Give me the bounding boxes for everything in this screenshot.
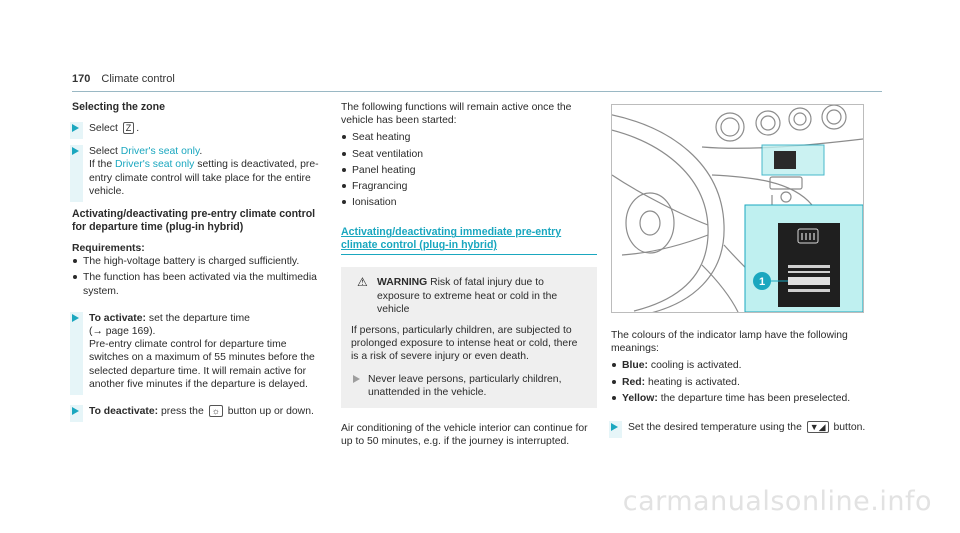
dashboard-illustration (612, 105, 863, 312)
list-item: Blue: cooling is activated. (611, 359, 871, 372)
temperature-button-icon: ▼◢ (807, 421, 829, 433)
list-item: Panel heating (341, 164, 597, 177)
step-set-temperature: Set the desired temperature using the ▼◢ button. (611, 421, 871, 434)
list-item: Ionisation (341, 196, 597, 209)
drivers-seat-option: Driver's seat only (120, 146, 200, 158)
list-item: Yellow: the departure time has been preselected. (611, 392, 871, 405)
dashboard-figure (611, 104, 864, 313)
zone-symbol-icon: Z (123, 122, 135, 134)
immediate-heading: Activating/deactivating immediate pre-entry climate control (plug-in hybrid) (341, 226, 562, 252)
warning-label: WARNING (377, 277, 428, 289)
warning-box (341, 267, 597, 408)
list-item: Seat heating (341, 131, 597, 144)
step-arrow-icon (353, 375, 360, 383)
page-header (72, 73, 175, 86)
step-deactivate: To deactivate: press the ☼ button up or down. (72, 405, 324, 418)
warning-triangle-icon: ⚠ (357, 275, 368, 290)
warning-action: Never leave persons, particularly children, unattended in the vehicle. (351, 373, 587, 399)
step-arrow-icon (72, 314, 79, 322)
column-left (72, 101, 324, 428)
callout-number: 1 (758, 276, 766, 288)
list-item: The high-voltage battery is charged sufficiently. (72, 255, 324, 268)
warning-summary: Risk of fatal injury due to exposure to extreme heat or cold in the vehicle (377, 277, 558, 315)
watermark: carmanualsonline.info (622, 486, 932, 517)
zone-heading: Selecting the zone (72, 101, 166, 113)
functions-list (341, 131, 597, 209)
column-right (611, 101, 871, 444)
colours-intro: The colours of the indicator lamp have the following meanings: (611, 330, 848, 355)
step-select-zone-icon: Select Z . (72, 122, 324, 135)
header-rule (72, 91, 882, 92)
section-title: Climate control (101, 73, 175, 85)
climate-button-icon: ☼ (209, 405, 223, 417)
step-arrow-icon (72, 147, 79, 155)
pre-entry-heading: Activating/deactivating pre-entry climate control for departure time (plug-in hybrid) (72, 208, 316, 234)
step-arrow-icon (611, 423, 618, 431)
list-item: Seat ventilation (341, 148, 597, 161)
requirements-label: Requirements: (72, 243, 145, 255)
page-number: 170 (72, 73, 91, 85)
colours-list (611, 359, 871, 405)
column-middle (341, 101, 597, 448)
aircon-text: Air conditioning of the vehicle interior can continue for up to 50 minutes, e.g. if the journey is interrupted. (341, 423, 588, 448)
list-item: Red: heating is activated. (611, 376, 871, 389)
step-activate: To activate: set the departure time (→ page 169). Pre-entry climate control for departure time switches on a maximum of 55 minutes before the selected departure time. It will remain active for another five minutes if the departure is delayed. (72, 312, 324, 391)
warning-body: If persons, particularly children, are subjected to prolonged exposure to intense heat or cold, there is a risk of severe injury or even death. (351, 325, 578, 363)
step-select-drivers-seat: Select Driver's seat only. If the Driver's seat only setting is deactivated, pre-entry climate control will take place for the entire vehicle. (72, 145, 324, 198)
list-item: The function has been activated via the multimedia system. (72, 271, 324, 297)
heading-rule (341, 254, 597, 255)
step-arrow-icon (72, 407, 79, 415)
step-arrow-icon (72, 124, 79, 132)
list-item: Fragrancing (341, 180, 597, 193)
page-reference: (→ page 169). (89, 326, 156, 338)
functions-intro: The following functions will remain active once the vehicle has been started: (341, 102, 572, 127)
requirements-list (72, 255, 324, 298)
